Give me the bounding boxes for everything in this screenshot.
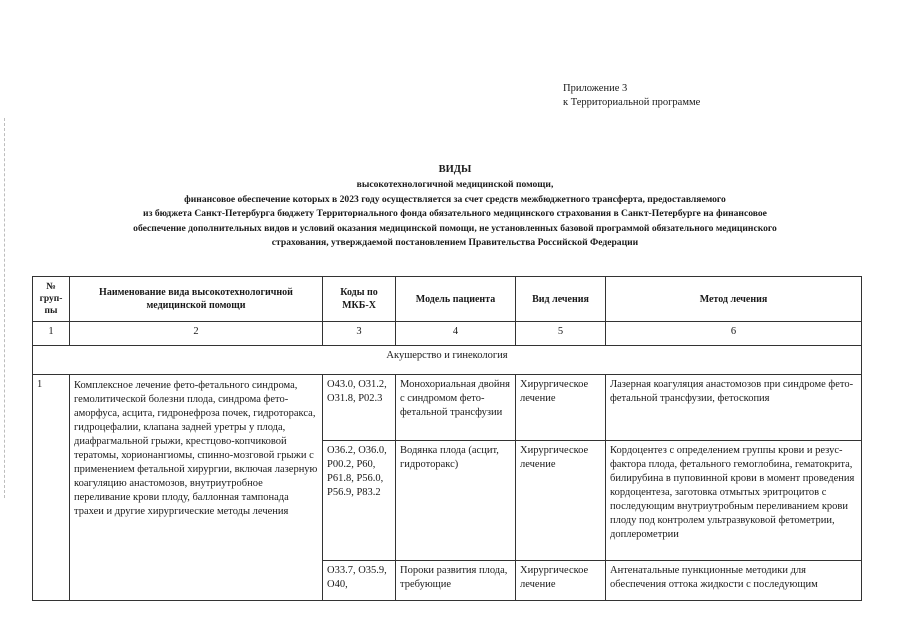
row-2-model: Водянка плода (асцит, гидроторакс) (396, 441, 516, 561)
document-title (40, 163, 870, 250)
row-1-codes: O43.0, O31.2, O31.8, P02.3 (323, 375, 396, 441)
row-3-type: Хирургическое лечение (516, 561, 606, 601)
row-3-codes: O33.7, O35.9, O40, (323, 561, 396, 601)
group-name: Комплексное лечение фето-фетального синдрома, гемолитической болезни плода, синдрома фето-аморфуса, асцита, гидронефроза почек, гидроторакса, гидроцефалии, клапана задней уретры у плода, диафрагмальной грыжи, крестцово-копчиковой тератомы, хорионангиомы, спинно-мозговой грыжи с применением фетальной хирургии, включая лазерную коагуляцию анастомозов, внутриутробное переливание крови плоду, баллонная тампонада трахеи и другие хирургические методы лечения (70, 375, 323, 601)
title-line-2: финансовое обеспечение которых в 2023 году осуществляется за счет средств межбюджетного трансферта, предоставляемого (184, 193, 726, 205)
title-line-1: высокотехнологичной медицинской помощи, (356, 179, 554, 191)
col-number-2: 2 (70, 322, 323, 346)
section-title: Акушерство и гинекология (33, 346, 862, 375)
row-3-method: Антенатальные пункционные методики для обеспечения оттока жидкости с последующим (606, 561, 862, 601)
row-1-method: Лазерная коагуляция анастомозов при синдроме фето-фетальной трансфузии, фетоскопия (606, 375, 862, 441)
column-number-row (33, 322, 862, 346)
vmp-table (32, 276, 862, 601)
header-type: Вид лечения (516, 277, 606, 322)
title-line-5: страхования, утверждаемой постановлением Правительства Российской Федерации (271, 237, 639, 249)
table-row (33, 375, 862, 441)
appendix-line-1: Приложение 3 (563, 83, 628, 94)
appendix-line-2: к Территориальной программе (563, 97, 701, 108)
col-number-3: 3 (323, 322, 396, 346)
col-number-4: 4 (396, 322, 516, 346)
title-line-3: из бюджета Санкт-Петербурга бюджету Территориального фонда обязательного медицинского страхования в Санкт-Петербурге на финансовое (143, 208, 767, 220)
scan-edge-mark (4, 118, 6, 498)
title-line-4: обеспечение дополнительных видов и условий оказания медицинской помощи, не установленных базовой программой обязательного медицинского (133, 222, 777, 234)
header-num: № груп-пы (33, 277, 70, 322)
col-number-1: 1 (33, 322, 70, 346)
group-number: 1 (33, 375, 70, 601)
col-number-6: 6 (606, 322, 862, 346)
header-codes: Коды по МКБ-Х (323, 277, 396, 322)
row-2-type: Хирургическое лечение (516, 441, 606, 561)
row-2-method: Кордоцентез с определением группы крови и резус-фактора плода, фетального гемоглобина, гематокрита, билирубина в пуповинной крови в момент проведения кордоцентеза, заготовка отмытых эритроцитов с последующим внутриутробным переливанием крови плоду под контролем ультразвуковой фетометрии, доплерометрии (606, 441, 862, 561)
row-1-model: Монохориальная двойня с синдромом фето-фетальной трансфузии (396, 375, 516, 441)
row-3-model: Пороки развития плода, требующие (396, 561, 516, 601)
row-2-codes: O36.2, O36.0, P00.2, P60, P61.8, P56.0, P56.9, P83.2 (323, 441, 396, 561)
col-number-5: 5 (516, 322, 606, 346)
header-model: Модель пациента (396, 277, 516, 322)
appendix-note (563, 82, 700, 110)
header-method: Метод лечения (606, 277, 862, 322)
row-1-type: Хирургическое лечение (516, 375, 606, 441)
header-row (33, 277, 862, 322)
section-row (33, 346, 862, 375)
header-name: Наименование вида высокотехнологичной медицинской помощи (70, 277, 323, 322)
title-main: ВИДЫ (438, 164, 472, 175)
